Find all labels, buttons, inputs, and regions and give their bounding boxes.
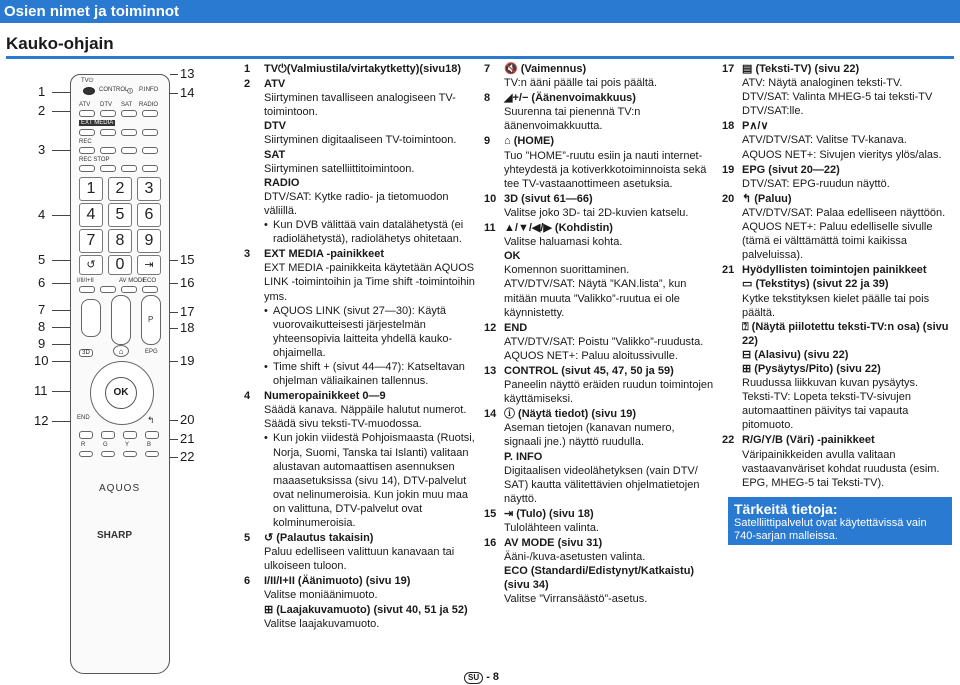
item-title: EXT MEDIA -painikkeet (264, 248, 385, 261)
description-line: AQUOS NET+: Paluu aloitussivulle. (504, 349, 678, 362)
item-title: TV⏻(Valmiustila/virtakytketty)(sivu18) (264, 63, 461, 75)
item-number: 21 (722, 264, 735, 277)
description-line: Siirtyminen satelliittitoimintoon. (264, 162, 415, 175)
av-mode-button (121, 286, 137, 293)
item-number: 18 (722, 120, 735, 133)
description-item (484, 536, 714, 606)
sub-item-title: ECO (Standardi/Edistynyt/Katkaistu) (sivu 34) (504, 565, 695, 592)
leader-line (170, 283, 178, 284)
callout-2: 2 (38, 103, 46, 118)
item-title: ◢+/− (Äänenvoimakkuus) (504, 92, 636, 105)
description-line: Väripainikkeiden avulla valitaan vastaavanväriset kohdat ruudusta (esim. EPG, MHEG-5 tai Teksti-TV). (742, 448, 940, 489)
callout-1: 1 (38, 84, 46, 99)
section-title: Kauko-ohjain (6, 34, 114, 53)
page-header: Osien nimet ja toiminnot (0, 0, 960, 23)
epg-label: EPG (145, 349, 158, 355)
note-title: Tärkeitä tietoja: (734, 501, 838, 517)
description-line: Säädä kanava. Näppäile halutut numerot. Säädä sivu teksti-TV-muodossa. (264, 404, 467, 431)
item-number: 20 (722, 192, 735, 205)
item-number: 3 (244, 248, 251, 261)
item-title: ▤ (Teksti-TV) (sivu 22) (742, 63, 860, 75)
description-item (722, 263, 956, 432)
leader-line (52, 283, 70, 284)
yellow-label: Y (125, 442, 130, 448)
item-title: R/G/Y/B (Väri) -painikkeet (742, 434, 875, 447)
item-number: 7 (484, 63, 491, 75)
bullet-item: • Time shift + (sivut 44—47): Katseltavan ohjelman väliaikainen tallennus. (264, 360, 476, 388)
home-icon: ⌂ (113, 345, 129, 357)
description-item (722, 192, 956, 262)
sat-button (121, 110, 137, 117)
prev-button (100, 165, 116, 172)
item-title: Hyödyllisten toimintojen painikkeet (742, 264, 927, 277)
rec-stop-label: REC STOP (79, 157, 110, 163)
callout-3: 3 (38, 142, 46, 157)
number-button-0: 0 (108, 255, 132, 275)
red-button (79, 451, 93, 457)
language-badge: SU (464, 672, 483, 684)
section-rule (6, 56, 954, 59)
item-title: ⇥ (Tulo) (sivu 18) (504, 507, 594, 520)
channel-label: P (148, 315, 154, 324)
sub-item-title: P. INFO (504, 450, 543, 463)
sharp-logo: SHARP (97, 530, 133, 541)
description-item (244, 77, 476, 246)
leader-line (170, 312, 178, 313)
subtitle-button (79, 431, 93, 439)
leader-line (170, 74, 178, 75)
radio-label: RADIO (139, 102, 159, 108)
description-line: Paluu edelliseen valittuun kanavaan tai ulkoiseen tuloon. (264, 546, 455, 573)
leader-line (52, 344, 70, 345)
item-title: I/II/I+II (Äänimuoto) (sivu 19) (264, 575, 411, 588)
note-body: Satelliittipalvelut ovat käytettävissä vain 740-sarjan malleissa. (734, 517, 927, 542)
rewind-button (100, 147, 116, 154)
description-line: EXT MEDIA -painikkeita käytetään AQUOS LINK -toimintoihin ja Time shift -toimintoihin yms. (264, 262, 475, 303)
description-item (484, 221, 714, 320)
callout-10: 10 (34, 353, 49, 368)
description-line: Tuo ”HOME”-ruutu esiin ja nauti internet-yhteydestä ja kotiverkkotoiminnoista sekä tee TV-vastaanottimeen asetuksia. (504, 149, 707, 190)
ext-media-button-3 (121, 129, 137, 136)
callout-12: 12 (34, 413, 49, 428)
description-item (484, 507, 714, 535)
description-item (722, 163, 956, 191)
item-number: 17 (722, 63, 735, 75)
item-title: AV MODE (sivu 31) (504, 537, 603, 550)
item-number: 2 (244, 78, 251, 91)
description-item (244, 389, 476, 530)
description-line: AQUOS NET+: Paluu edelliselle sivulle (tämä ei välttämättä toimi kaikissa palveluissa). (742, 221, 933, 262)
leader-line (52, 150, 70, 151)
tv-power-label: TV⏻ (81, 78, 94, 84)
description-line: Ruudussa liikkuvan kuvan pysäytys. (742, 377, 919, 390)
number-button-8: 8 (108, 229, 132, 253)
item-number: 12 (484, 321, 497, 334)
hold-button (145, 431, 159, 439)
leader-line (52, 215, 70, 216)
item-title: ↰ (Paluu) (742, 192, 792, 205)
description-item (484, 91, 714, 133)
description-line: Paneelin näyttö eräiden ruudun toimintojen käyttämiseksi. (504, 379, 714, 406)
ok-button: OK (105, 377, 137, 409)
callout-17: 17 (180, 304, 195, 319)
input-button: ⇥ (137, 255, 161, 275)
item-title: 3D (sivut 61—66) (504, 192, 593, 205)
description-item (244, 247, 476, 388)
description-line: Ääni-/kuva-asetusten valinta. (504, 551, 646, 564)
item-number: 11 (484, 222, 496, 235)
description-column-2 (484, 62, 714, 608)
callout-9: 9 (38, 336, 46, 351)
description-line: Suurenna tai pienennä TV:n äänenvoimakkuutta. (504, 106, 641, 133)
description-line: DTV/SAT: EPG-ruudun näyttö. (742, 177, 890, 190)
leader-line (170, 328, 178, 329)
blue-label: B (147, 442, 152, 448)
leader-line (52, 111, 70, 112)
number-button-9: 9 (137, 229, 161, 253)
leader-line (170, 457, 178, 458)
leader-line (52, 361, 70, 362)
item-title: ⓘ (Näytä tiedot) (sivu 19) (504, 408, 637, 421)
three-d-button: 3D (79, 349, 93, 357)
callout-11: 11 (34, 383, 48, 398)
atv-button (79, 110, 95, 117)
description-line: Siirtyminen tavalliseen analogiseen TV-toimintoon. (264, 92, 456, 119)
reveal-button (101, 431, 115, 439)
item-number: 4 (244, 390, 251, 403)
leader-line (52, 327, 70, 328)
ext-media-button-1 (79, 129, 95, 136)
rec-stop-button (79, 165, 95, 172)
forward-button (142, 147, 158, 154)
leader-line (52, 421, 70, 422)
leader-line (52, 310, 70, 311)
description-item (244, 574, 476, 630)
number-button-4: 4 (79, 203, 103, 227)
item-title: Numeropainikkeet 0—9 (264, 390, 386, 403)
callout-8: 8 (38, 319, 46, 334)
description-item (484, 364, 714, 406)
bullet-item: • Kun jokin viidestä Pohjoismaasta (Ruotsi, Norja, Suomi, Tanska tai Islanti) valitaan alustavan automaattisen asennuksen maaasetuksissa (sivu 14), DTV-palvelut ovat nelinumeroisia. Kun jokin muu maa on valittuna, DTV-palvelut ovat kolminumeroisia. (264, 431, 476, 530)
rec-button (79, 147, 95, 154)
number-button-6: 6 (137, 203, 161, 227)
item-title: ATV (264, 78, 286, 91)
description-line: Kytke tekstityksen kielet päälle tai pois päältä. (742, 292, 930, 319)
item-title: ↺ (Palautus takaisin) (264, 532, 374, 545)
description-item (484, 407, 714, 506)
description-line: Valitse moniäänimuoto. (264, 589, 378, 602)
bullet-item: • AQUOS LINK (sivut 27—30): Käytä vuorovaikutteisesti järjestelmän yhteensopivia laitteita yhdellä kauko-ohjaimella. (264, 304, 476, 360)
ext-media-button-2 (100, 129, 116, 136)
tv-power-button (83, 87, 95, 95)
av-mode-label: AV MODE (119, 278, 147, 284)
leader-line (52, 391, 70, 392)
description-line: ATV/DTV/SAT: Poistu ”Valikko”-ruudusta. (504, 335, 704, 348)
aquos-logo: AQUOS (99, 483, 141, 494)
radio-button (142, 110, 158, 117)
sub-item-title: ⊟ (Alasivu) (sivu 22) (742, 348, 849, 361)
item-number: 10 (484, 192, 497, 205)
rec-label: REC (79, 139, 92, 145)
callout-16: 16 (180, 275, 195, 290)
item-number: 14 (484, 408, 497, 421)
item-number: 9 (484, 135, 491, 148)
callout-7: 7 (38, 302, 46, 317)
description-item (244, 531, 476, 573)
sub-item-title: OK (504, 250, 521, 263)
item-number: 5 (244, 532, 251, 545)
description-line: Aseman tietojen (kanavan numero, signaali jne.) näyttö ruudulla. (504, 422, 675, 449)
stop-button (121, 165, 137, 172)
description-line: DTV/SAT: Valinta MHEG-5 tai teksti-TV DTV/SAT:lle. (742, 91, 933, 118)
leader-line (170, 260, 178, 261)
description-line: Digitaalisen videolähetyksen (vain DTV/ SAT) kautta välitettävien ohjelmatietojen näyttö. (504, 464, 700, 505)
description-line: Teksti-TV: Lopeta teksti-TV-sivujen automaattinen päivitys tai vapauta pitomuoto. (742, 391, 911, 432)
description-line: Tulolähteen valinta. (504, 522, 599, 534)
description-line: Valitse ”Virransäästö”-asetus. (504, 593, 648, 606)
item-title: CONTROL (sivut 45, 47, 50 ja 59) (504, 364, 674, 377)
dtv-label: DTV (100, 102, 112, 108)
callout-6: 6 (38, 275, 46, 290)
description-line: Valitse laajakuvamuoto. (264, 617, 380, 630)
remote-control-illustration (70, 74, 170, 674)
item-title: ⌂ (HOME) (504, 135, 555, 148)
eco-label: ECO (143, 278, 157, 284)
description-column-3 (722, 62, 956, 491)
page-footer (464, 671, 499, 684)
play-button (121, 147, 137, 154)
description-item (484, 192, 714, 220)
description-line: Valitse joko 3D- tai 2D-kuvien katselu. (504, 206, 689, 219)
item-title: EPG (sivut 20—22) (742, 163, 840, 176)
callout-13: 13 (180, 66, 195, 81)
item-title: END (504, 321, 528, 334)
description-line: DTV/SAT: Kytke radio- ja tietomuodon väliillä. (264, 190, 449, 217)
description-item (484, 321, 714, 363)
sub-item-title: ▭ (Tekstitys) (sivut 22 ja 39) (742, 278, 889, 291)
item-number: 1 (244, 63, 251, 75)
callout-18: 18 (180, 320, 195, 335)
end-label: END (77, 415, 90, 421)
blue-button (145, 451, 159, 457)
callout-5: 5 (38, 252, 46, 267)
number-button-1: 1 (79, 177, 103, 201)
sub-item-title: ⍰ (Näytä piilotettu teksti-TV:n osa) (sivu 22) (742, 320, 949, 347)
callout-15: 15 (180, 252, 195, 267)
sat-label: SAT (121, 102, 133, 108)
callout-21: 21 (180, 431, 195, 446)
description-line: ATV/DTV/SAT: Valitse TV-kanava. (742, 134, 907, 147)
yellow-button (123, 451, 137, 457)
description-line: ATV: Näytä analoginen teksti-TV. (742, 77, 903, 90)
description-line: Valitse haluamasi kohta. (504, 236, 623, 249)
sub-item-title: SAT (264, 148, 286, 161)
item-number: 8 (484, 92, 491, 105)
description-line: ATV/DTV/SAT: Näytä ”KAN.lista”, kun mitään muuta ”Valikko”-ruutua ei ole käynnistetty. (504, 278, 687, 319)
leader-line (52, 92, 70, 93)
callout-4: 4 (38, 207, 46, 222)
item-number: 15 (484, 507, 497, 520)
leader-line (170, 93, 178, 94)
volume-rocker (111, 295, 131, 345)
callout-14: 14 (180, 85, 195, 100)
callout-22: 22 (180, 449, 195, 464)
ext-media-label: EXT MEDIA (81, 120, 114, 126)
subpage-button (123, 431, 137, 439)
dtv-button (100, 110, 116, 117)
item-number: 6 (244, 575, 251, 588)
description-line: Komennon suorittaminen. (504, 264, 630, 277)
sub-item-title: DTV (264, 120, 286, 133)
item-number: 16 (484, 537, 497, 550)
next-button (142, 165, 158, 172)
eco-button (142, 286, 158, 293)
leader-line (52, 260, 70, 261)
green-button (101, 451, 115, 457)
description-item (484, 62, 714, 90)
sound-mode-label: I/II/I+II (77, 278, 94, 284)
leader-line (170, 439, 178, 440)
leader-line (170, 420, 178, 421)
atv-label: ATV (79, 102, 91, 108)
description-item (722, 433, 956, 489)
return-icon: ↰ (147, 415, 155, 425)
item-title: P∧/∨ (742, 120, 769, 133)
info-label: 🛈 (127, 89, 134, 95)
number-button-2: 2 (108, 177, 132, 201)
sub-item-title: ⊞ (Laajakuvamuoto) (sivut 40, 51 ja 52) (264, 603, 468, 616)
item-title: ▲/▼/◀/▶ (Kohdistin) (504, 222, 613, 235)
bullet-item: • Kun DVB välittää vain datalähetystä (ei radiolähetystä), radiolähetys ohitetaan. (264, 218, 476, 246)
item-number: 22 (722, 434, 735, 447)
important-note-box (728, 497, 952, 545)
control-label: CONTROL (99, 87, 129, 93)
callout-19: 19 (180, 353, 195, 368)
item-title: 🔇 (Vaimennus) (504, 63, 587, 75)
mute-button (81, 299, 101, 337)
pinfo-label: P.INFO (139, 87, 159, 93)
red-label: R (81, 442, 86, 448)
description-item (722, 119, 956, 161)
number-button-3: 3 (137, 177, 161, 201)
description-item (722, 62, 956, 118)
sub-item-title: ⊞ (Pysäytys/Pito) (sivu 22) (742, 362, 881, 375)
number-button-5: 5 (108, 203, 132, 227)
description-item (484, 134, 714, 190)
description-item (244, 62, 476, 76)
flashback-button: ↺ (79, 255, 103, 275)
wide-mode-button (100, 286, 116, 293)
description-column-1 (244, 62, 476, 632)
green-label: G (103, 442, 108, 448)
ext-media-button-4 (142, 129, 158, 136)
description-line: AQUOS NET+: Sivujen vieritys ylös/alas. (742, 148, 942, 161)
callout-20: 20 (180, 412, 195, 427)
leader-line (170, 361, 178, 362)
item-number: 13 (484, 364, 497, 377)
number-button-7: 7 (79, 229, 103, 253)
page-number: - 8 (486, 671, 500, 683)
description-line: TV:n ääni päälle tai pois päältä. (504, 77, 658, 90)
sub-item-title: RADIO (264, 176, 300, 189)
description-line: ATV/DTV/SAT: Palaa edelliseen näyttöön. (742, 206, 946, 219)
sound-mode-button (79, 286, 95, 293)
item-number: 19 (722, 163, 735, 176)
description-line: Siirtyminen digitaaliseen TV-toimintoon. (264, 134, 457, 147)
